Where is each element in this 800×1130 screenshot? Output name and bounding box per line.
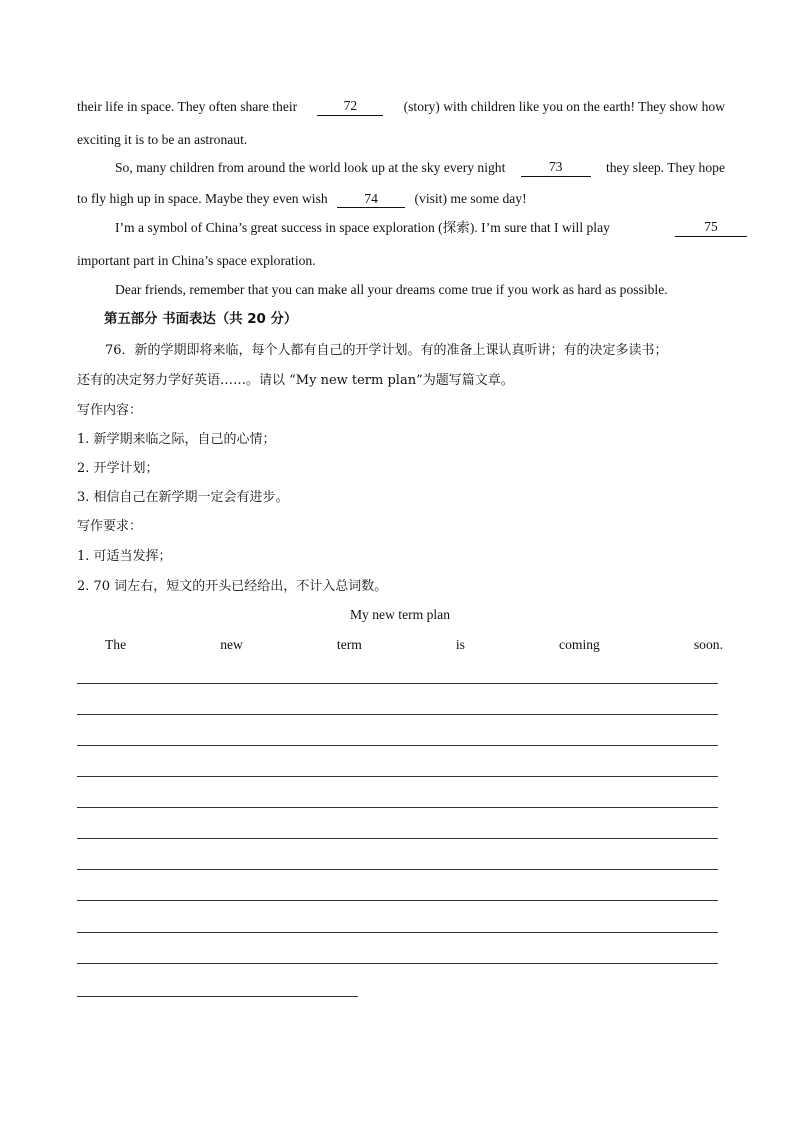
writing-line[interactable]: [77, 807, 718, 808]
passage-line-5: [115, 219, 747, 237]
writing-line[interactable]: [77, 776, 718, 777]
opening-word: The: [105, 637, 127, 652]
content-item-2: 2. 开学计划；: [77, 461, 159, 476]
opening-word: soon.: [693, 637, 723, 652]
writing-line[interactable]: [77, 838, 718, 839]
passage-line-6: important part in China’s space exploration.: [77, 253, 316, 268]
text: to fly high up in space. Maybe they even wish: [77, 191, 328, 206]
writing-line[interactable]: [77, 900, 718, 901]
writing-line[interactable]: [77, 714, 718, 715]
writing-line-last[interactable]: [77, 996, 358, 997]
opening-word: term: [336, 637, 362, 652]
passage-line-3: [115, 159, 725, 177]
writing-line[interactable]: [77, 963, 718, 964]
text: (visit) me some day!: [414, 191, 527, 206]
opening-word: is: [455, 637, 465, 652]
question-76-line-2: 还有的决定努力学好英语……。请以 “My new term plan”为题写篇文章。: [77, 373, 514, 388]
content-label: 写作内容：: [77, 403, 143, 418]
section-heading: 第五部分 书面表达（共 20 分）: [104, 312, 298, 327]
answer-blank-73[interactable]: 73: [521, 159, 591, 177]
question-76-line-1: 76．新的学期即将来临，每个人都有自己的开学计划。有的准备上课认真听讲；有的决定多读书；: [105, 343, 668, 358]
requirements-label: 写作要求：: [77, 519, 143, 534]
writing-line[interactable]: [77, 932, 718, 933]
essay-title: My new term plan: [349, 607, 451, 622]
writing-line[interactable]: [77, 745, 718, 746]
writing-line[interactable]: [77, 683, 718, 684]
passage-line-4: [77, 190, 725, 208]
passage-line-1: [77, 98, 725, 116]
requirement-item-2: 2. 70 词左右，短文的开头已经给出，不计入总词数。: [77, 579, 388, 594]
answer-blank-75[interactable]: 75: [675, 219, 747, 237]
text: (story) with children like you on the earth! They show how: [403, 99, 725, 114]
passage-line-2: exciting it is to be an astronaut.: [77, 132, 248, 147]
requirement-item-1: 1. 可适当发挥；: [77, 549, 172, 564]
passage-line-7: Dear friends, remember that you can make all your dreams come true if you work as hard as possible.: [115, 282, 668, 297]
content-item-1: 1. 新学期来临之际，自己的心情；: [77, 432, 276, 447]
text: they sleep. They hope: [605, 160, 725, 175]
text: So, many children from around the world look up at the sky every night: [115, 160, 506, 175]
text: I’m a symbol of China’s great success in space exploration (探索). I’m sure that I will play: [115, 220, 610, 235]
text: their life in space. They often share their: [77, 99, 298, 114]
opening-word: new: [220, 637, 243, 652]
opening-word: coming: [559, 637, 600, 652]
answer-blank-72[interactable]: 72: [317, 98, 383, 116]
answer-blank-74[interactable]: 74: [337, 191, 405, 208]
writing-line[interactable]: [77, 869, 718, 870]
content-item-3: 3. 相信自己在新学期一定会有进步。: [77, 490, 289, 505]
essay-opening: [105, 636, 723, 654]
